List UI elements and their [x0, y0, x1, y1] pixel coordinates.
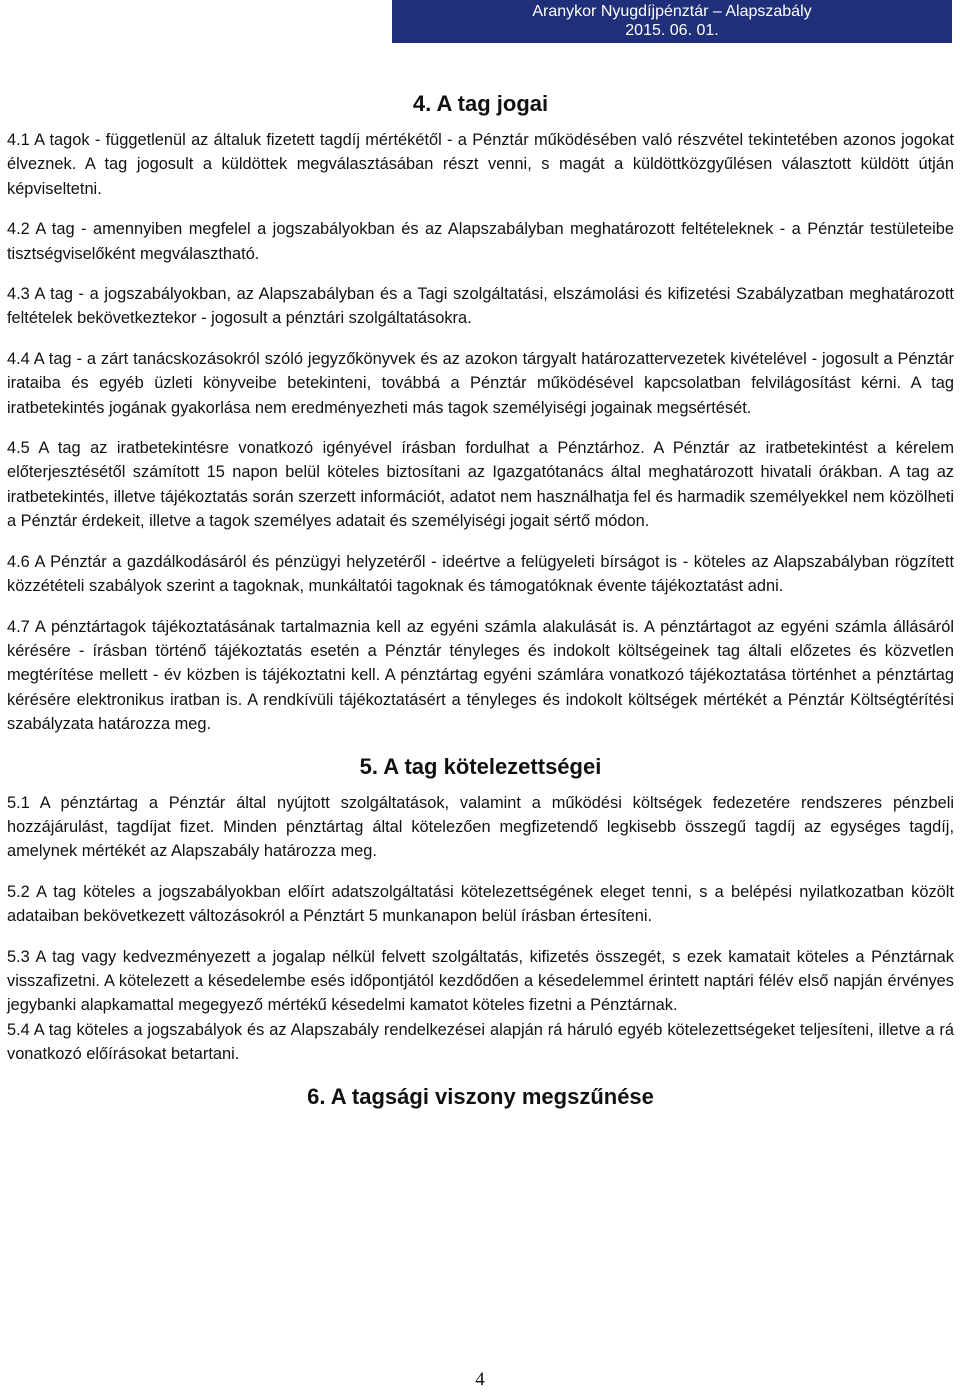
- paragraph-4-3: 4.3 A tag - a jogszabályokban, az Alapszabályban és a Tagi szolgáltatási, elszámolási és kifizetési Szabályzatban meghatározott feltételek bekövetkeztekor - jogosult a pénztári szolgáltatásokra.: [7, 285, 954, 328]
- header-date: 2015. 06. 01.: [625, 22, 719, 39]
- section-5-heading: 5. A tag kötelezettségei: [359, 753, 602, 779]
- page-number: 4: [475, 1369, 485, 1390]
- paragraph-4-7: 4.7 A pénztártagok tájékoztatásának tartalmaznia kell az egyéni számla alakulását is. A pénztártagot az egyéni számla állásáról kérésére - írásban történő tájékoztatás esetén a Pénztár tényleges és indokolt költségeinek tag általi előzetes és közvetlen megtérítése mellett - év közben is tájékoztatni kell. A pénztártag egyéni számlára vonatkozó tájékoztatása történhet a pénztártag kérésére elektronikus iratban is. A rendkívüli tájékoztatásért a tényleges és indokolt költségek mértékét a Pénztár Költségtérítési szabályzata határozza meg.: [7, 617, 954, 734]
- paragraph-4-4: 4.4 A tag - a zárt tanácskozásokról szóló jegyzőkönyvek és az azokon tárgyalt határozattervezetek kivételével - jogosult a Pénztár irataiba és egyéb üzleti könyveibe betekinteni, továbbá a Pénztár működésével kapcsolatban felvilágosítást kérni. A tag iratbetekintés jogának gyakorlása nem eredményezheti más tagok személyiségi jogainak megsértését.: [7, 349, 954, 417]
- paragraph-4-2: 4.2 A tag - amennyiben megfelel a jogszabályokban és az Alapszabályban meghatározott feltételeknek - a Pénztár testületeibe tisztségviselőként megválasztható.: [7, 220, 954, 263]
- paragraph-5-2: 5.2 A tag köteles a jogszabályokban előírt adatszolgáltatási kötelezettségének eleget tenni, s a belépési nyilatkozatban közölt adataiban bekövetkezett változásokról a Pénztárt 5 munkanapon belül írásban értesíteni.: [7, 882, 954, 926]
- paragraph-5-3: 5.3 A tag vagy kedvezményezett a jogalap nélkül felvett szolgáltatás, kifizetés összegét, s ezek kamatait köteles a Pénztárnak visszafizetni. A kötelezett a késedelembe esés időpontjától kezdődően a késedelemmel érintett naptári félév első napján érvényes jegybanki alapkamattal megegyező mértékű késedelmi kamatot köteles fizetni a Pénztárnak.: [7, 947, 954, 1015]
- header-title: Aranykor Nyugdíjpénztár – Alapszabály: [532, 3, 812, 20]
- document-body: [7, 90, 954, 1111]
- paragraph-5-4: 5.4 A tag köteles a jogszabályok és az Alapszabály rendelkezései alapján rá háruló egyéb kötelezettségeket teljesíteni, illetve a rá vonatkozó előírásokat betartani.: [7, 1020, 954, 1064]
- paragraph-4-5: 4.5 A tag az iratbetekintésre vonatkozó igényével írásban fordulhat a Pénztárhoz. A Pénztár az iratbetekintést a kérelem előterjesztésétől számított 15 napon belül köteles biztosítani az Igazgatótanács által meghatározott hivatali órákban. A tag az iratbetekintés, illetve tájékoztatás során szerzett információt, adatot nem használhatja fel és harmadik személyekkel nem közölheti a Pénztár érdekeit, illetve a tagok személyes adatait és személyiségi jogait sértő módon.: [7, 439, 954, 531]
- paragraph-4-6: 4.6 A Pénztár a gazdálkodásáról és pénzügyi helyzetéről - ideértve a felügyeleti bírságot is - köteles az Alapszabályban rögzített közzétételi szabályok szerint a tagoknak, munkáltatói tagoknak és támogatóknak évente tájékoztatást adni.: [7, 552, 954, 596]
- section-6-heading: 6. A tagsági viszony megszűnése: [307, 1083, 654, 1109]
- section-4-heading: 4. A tag jogai: [412, 91, 549, 116]
- page-header: [392, 0, 952, 43]
- paragraph-4-1: 4.1 A tagok - függetlenül az általuk fizetett tagdíj mértékétől - a Pénztár működésében való részvétel tekintetében azonos jogokat élveznek. A tag jogosult a küldöttek megválasztásában részt venni, s magát a küldöttközgyűlésen választott küldött útján képviseltetni.: [7, 131, 954, 198]
- paragraph-5-1: 5.1 A pénztártag a Pénztár által nyújtott szolgáltatások, valamint a működési költségek fedezetére rendszeres pénzbeli hozzájárulást, tagdíjat fizet. Minden pénztártag által kötelezően megfizetendő legkisebb összegű tagdíj az egységes tagdíj, amelynek mértékét az Alapszabály határozza meg.: [7, 793, 954, 861]
